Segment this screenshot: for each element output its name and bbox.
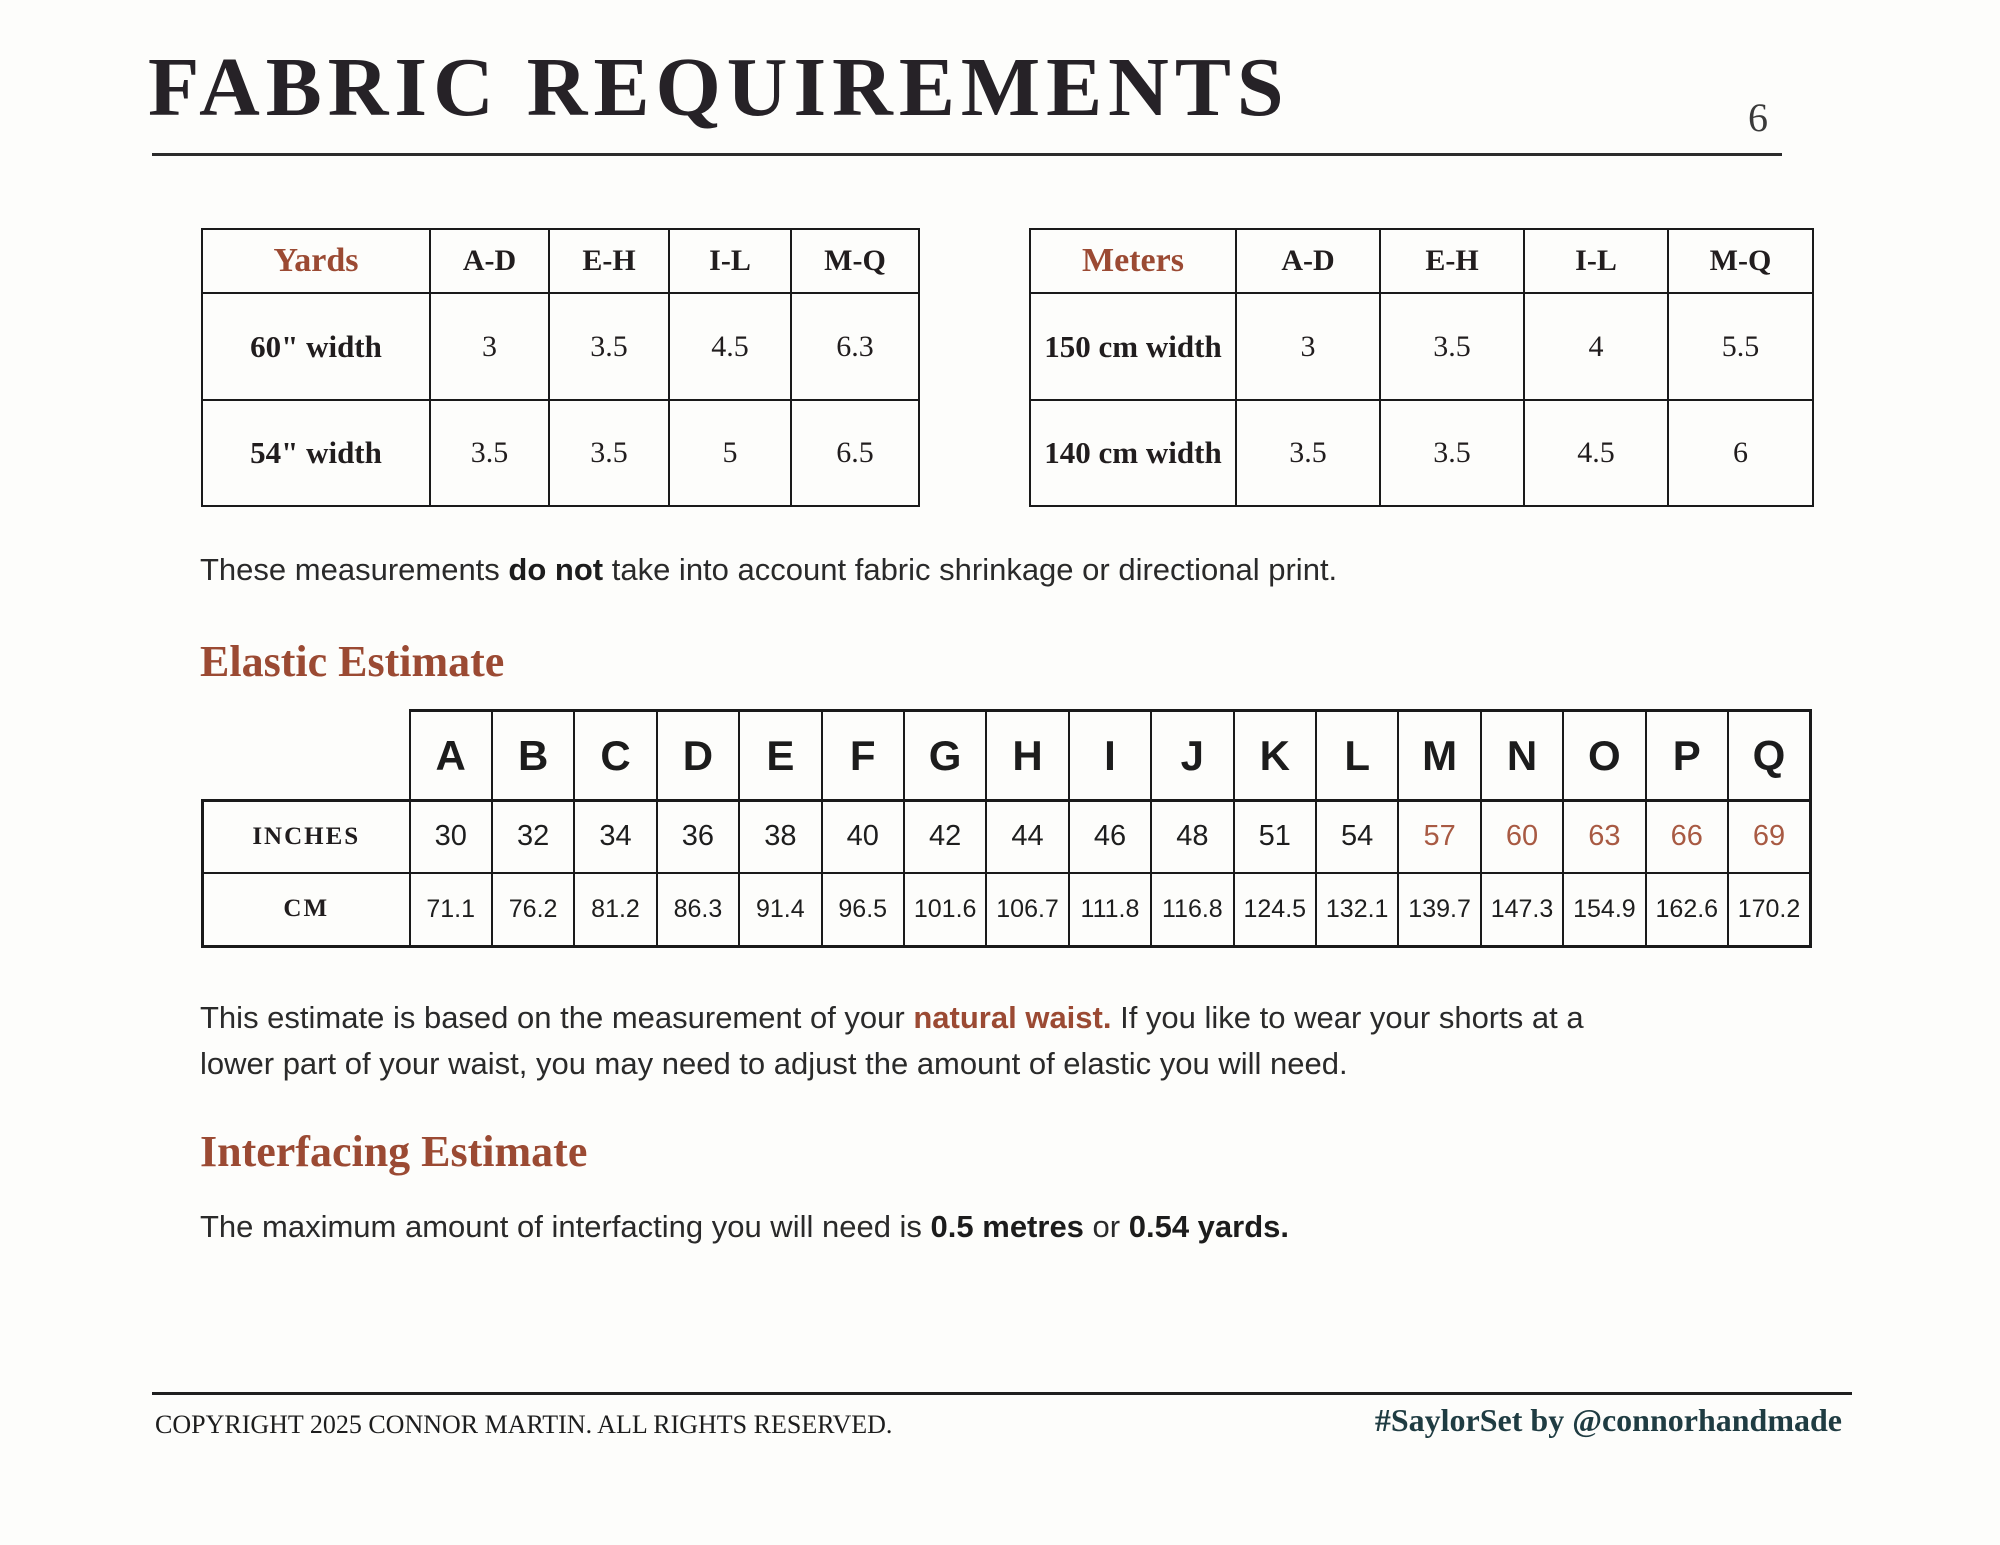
yardage-value: 3.5	[549, 400, 669, 506]
size-range-header: M-Q	[791, 229, 919, 293]
elastic-cm-value: 91.4	[739, 873, 821, 947]
yardage-value: 6.5	[791, 400, 919, 506]
elastic-inches-value: 38	[739, 801, 821, 873]
elastic-cm-value: 170.2	[1728, 873, 1811, 947]
elastic-cm-value: 116.8	[1151, 873, 1233, 947]
elastic-size-header: C	[574, 711, 656, 801]
elastic-estimate-table	[201, 709, 1812, 948]
elastic-inches-value: 34	[574, 801, 656, 873]
table-row	[202, 400, 919, 506]
meterage-value: 3	[1236, 293, 1380, 400]
elastic-inches-value: 48	[1151, 801, 1233, 873]
elastic-size-header: G	[904, 711, 986, 801]
note-bold-segment: 0.5 metres	[930, 1209, 1084, 1244]
table-row	[202, 293, 919, 400]
meterage-value: 6	[1668, 400, 1813, 506]
note-highlight-segment: natural waist.	[913, 1000, 1112, 1035]
elastic-inches-label: INCHES	[203, 801, 410, 873]
elastic-size-header: J	[1151, 711, 1233, 801]
meters-table	[1029, 228, 1814, 507]
meterage-value: 3.5	[1380, 400, 1524, 506]
yardage-value: 5	[669, 400, 791, 506]
note-text-segment: or	[1083, 1209, 1129, 1244]
elastic-inches-value: 54	[1316, 801, 1398, 873]
yardage-value: 4.5	[669, 293, 791, 400]
elastic-inches-value: 63	[1563, 801, 1645, 873]
note-text-segment: lower part of your waist, you may need to adjust the amount of elastic you will need.	[200, 1046, 1348, 1081]
note-text-segment: The maximum amount of interfacting you will need is	[200, 1209, 931, 1244]
interfacing-note	[200, 1204, 1289, 1250]
shrinkage-note	[200, 547, 1337, 593]
table-row	[1030, 293, 1813, 400]
elastic-size-header: P	[1646, 711, 1728, 801]
elastic-size-header: A	[410, 711, 492, 801]
elastic-spacer-cell	[203, 711, 410, 801]
note-text-segment: If you like to wear your shorts at a	[1111, 1000, 1584, 1035]
size-range-header: E-H	[549, 229, 669, 293]
elastic-inches-value: 36	[657, 801, 739, 873]
elastic-cm-value: 96.5	[822, 873, 904, 947]
table-row	[1030, 400, 1813, 506]
meterage-value: 4	[1524, 293, 1668, 400]
width-label: 140 cm width	[1030, 400, 1236, 506]
interfacing-estimate-heading: Interfacing Estimate	[200, 1127, 588, 1176]
size-range-header: M-Q	[1668, 229, 1813, 293]
elastic-cm-value: 162.6	[1646, 873, 1728, 947]
elastic-cm-value: 81.2	[574, 873, 656, 947]
meterage-value: 3.5	[1236, 400, 1380, 506]
size-range-header: A-D	[430, 229, 549, 293]
elastic-inches-value: 40	[822, 801, 904, 873]
elastic-inches-value: 32	[492, 801, 574, 873]
footer-copyright: COPYRIGHT 2025 CONNOR MARTIN. ALL RIGHTS RESERVED.	[155, 1410, 893, 1439]
meterage-value: 5.5	[1668, 293, 1813, 400]
elastic-size-header: M	[1398, 711, 1480, 801]
elastic-size-header: Q	[1728, 711, 1811, 801]
meters-title-cell: Meters	[1030, 229, 1236, 293]
meterage-value: 4.5	[1524, 400, 1668, 506]
footer-hashtag: #SaylorSet by @connorhandmade	[1374, 1402, 1842, 1438]
note-text-segment: These measurements	[200, 552, 509, 587]
title-divider	[152, 153, 1782, 156]
page-title: FABRIC REQUIREMENTS	[148, 41, 1290, 134]
width-label: 60" width	[202, 293, 430, 400]
elastic-size-header: B	[492, 711, 574, 801]
yards-header-row	[202, 229, 919, 293]
elastic-size-header: N	[1481, 711, 1563, 801]
elastic-cm-value: 139.7	[1398, 873, 1480, 947]
note-text-segment: This estimate is based on the measurement of your	[200, 1000, 914, 1035]
elastic-inches-value: 57	[1398, 801, 1480, 873]
size-range-header: A-D	[1236, 229, 1380, 293]
elastic-size-header: L	[1316, 711, 1398, 801]
elastic-size-header: E	[739, 711, 821, 801]
elastic-inches-value: 66	[1646, 801, 1728, 873]
elastic-inches-row	[203, 801, 1811, 873]
yards-title-cell: Yards	[202, 229, 430, 293]
size-range-header: I-L	[1524, 229, 1668, 293]
size-range-header: I-L	[669, 229, 791, 293]
elastic-cm-value: 101.6	[904, 873, 986, 947]
elastic-inches-value: 69	[1728, 801, 1811, 873]
elastic-size-header: D	[657, 711, 739, 801]
elastic-cm-value: 132.1	[1316, 873, 1398, 947]
elastic-cm-value: 154.9	[1563, 873, 1645, 947]
elastic-size-header: I	[1069, 711, 1151, 801]
elastic-cm-value: 147.3	[1481, 873, 1563, 947]
meterage-value: 3.5	[1380, 293, 1524, 400]
elastic-inches-value: 51	[1234, 801, 1316, 873]
elastic-note	[200, 995, 1584, 1087]
size-range-header: E-H	[1380, 229, 1524, 293]
elastic-cm-value: 111.8	[1069, 873, 1151, 947]
elastic-estimate-heading: Elastic Estimate	[200, 637, 505, 686]
yardage-value: 6.3	[791, 293, 919, 400]
elastic-cm-value: 76.2	[492, 873, 574, 947]
elastic-inches-value: 44	[986, 801, 1068, 873]
elastic-cm-value: 106.7	[986, 873, 1068, 947]
yardage-value: 3	[430, 293, 549, 400]
yardage-value: 3.5	[549, 293, 669, 400]
elastic-inches-value: 42	[904, 801, 986, 873]
footer-divider	[152, 1392, 1852, 1395]
elastic-size-header: K	[1234, 711, 1316, 801]
elastic-cm-row	[203, 873, 1811, 947]
elastic-size-header: F	[822, 711, 904, 801]
elastic-cm-value: 124.5	[1234, 873, 1316, 947]
elastic-cm-value: 86.3	[657, 873, 739, 947]
note-text-segment: take into account fabric shrinkage or directional print.	[603, 552, 1338, 587]
yardage-value: 3.5	[430, 400, 549, 506]
width-label: 150 cm width	[1030, 293, 1236, 400]
meters-header-row	[1030, 229, 1813, 293]
elastic-size-header-row	[203, 711, 1811, 801]
note-bold-segment: do not	[508, 552, 604, 587]
elastic-cm-label: CM	[203, 873, 410, 947]
yards-table	[201, 228, 920, 507]
elastic-inches-value: 60	[1481, 801, 1563, 873]
page-number: 6	[1748, 95, 1768, 140]
elastic-cm-value: 71.1	[410, 873, 492, 947]
elastic-size-header: O	[1563, 711, 1645, 801]
elastic-inches-value: 30	[410, 801, 492, 873]
width-label: 54" width	[202, 400, 430, 506]
elastic-inches-value: 46	[1069, 801, 1151, 873]
elastic-size-header: H	[986, 711, 1068, 801]
note-bold-segment: 0.54 yards.	[1128, 1209, 1290, 1244]
